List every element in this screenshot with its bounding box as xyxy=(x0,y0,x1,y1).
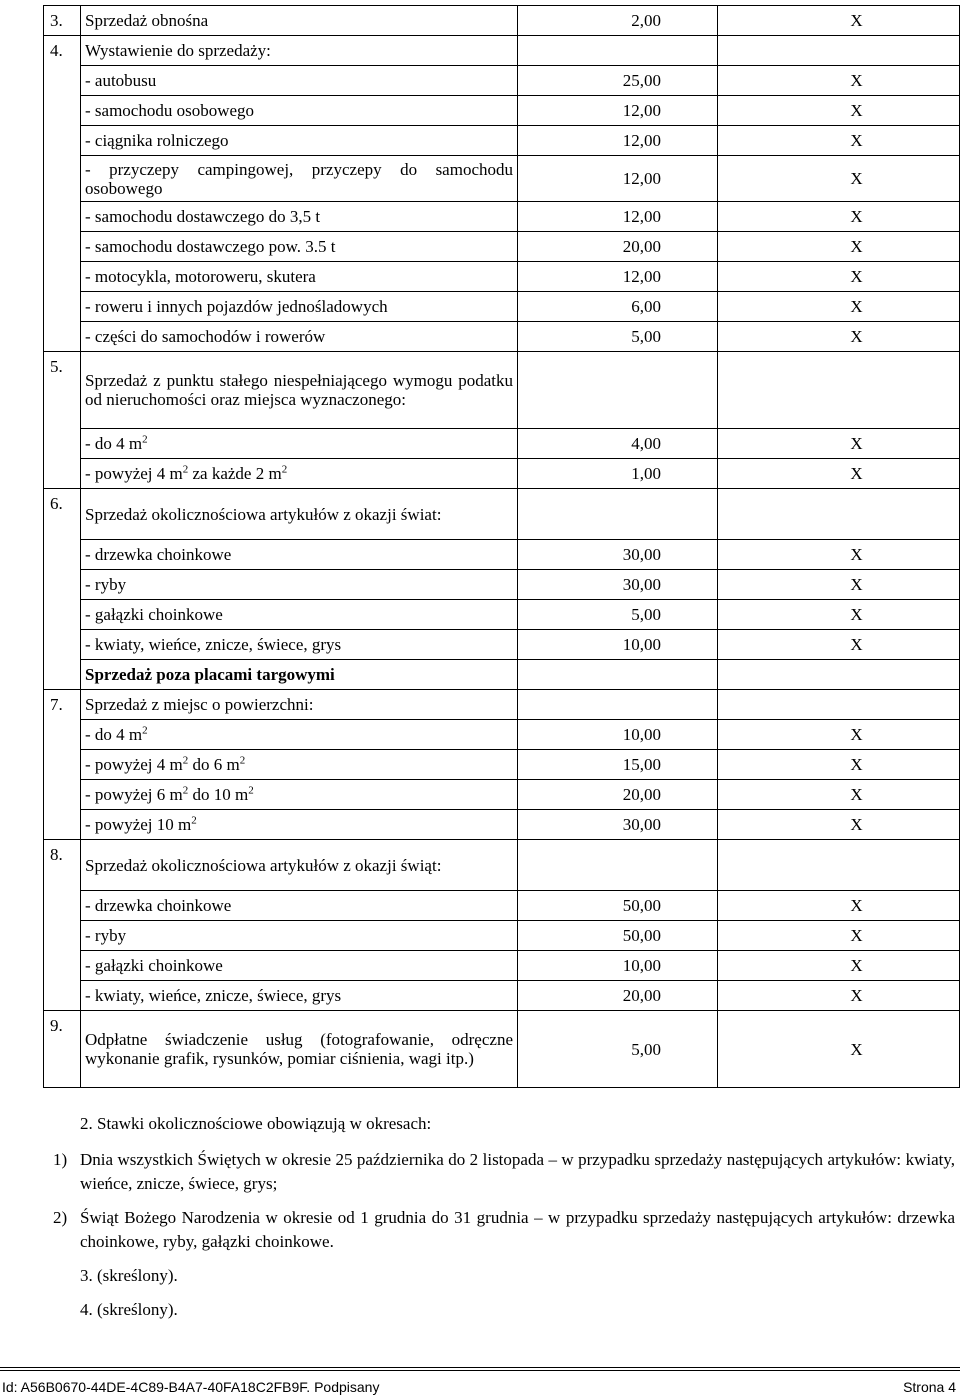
row-mark: X xyxy=(718,951,960,981)
row-amount xyxy=(518,489,718,540)
table-row xyxy=(44,459,960,489)
row-mark xyxy=(718,660,960,690)
row-description xyxy=(81,981,518,1011)
row-description-text: Sprzedaż z punktu stałego niespełniającego wymogu podatku od nieruchomości oraz miejsca wyznaczonego: xyxy=(85,371,513,409)
row-description-text: - motocykla, motoroweru, skutera xyxy=(85,267,316,286)
table-row xyxy=(44,720,960,750)
row-description-text: - do 4 m xyxy=(85,434,143,453)
table-row xyxy=(44,690,960,720)
table-row xyxy=(44,981,960,1011)
note-item-1-text: Dnia wszystkich Świętych w okresie 25 października do 2 listopada – w przypadku sprzedaży następujących artykułów: kwiaty, wieńce, znicze, świece, grys; xyxy=(80,1150,955,1193)
row-amount: 20,00 xyxy=(518,232,718,262)
row-description xyxy=(81,126,518,156)
row-amount: 6,00 xyxy=(518,292,718,322)
row-description-text-2: do 10 m xyxy=(188,785,249,804)
row-number xyxy=(44,981,81,1011)
row-amount xyxy=(518,660,718,690)
row-description-text: - przyczepy campingowej, przyczepy do samochodu osobowego xyxy=(85,159,513,198)
row-number: 3. xyxy=(44,6,81,36)
row-number: 5. xyxy=(44,352,81,429)
row-number xyxy=(44,262,81,292)
row-description xyxy=(81,750,518,780)
row-mark: X xyxy=(718,921,960,951)
row-description xyxy=(81,891,518,921)
row-description xyxy=(81,96,518,126)
row-description xyxy=(81,810,518,840)
note-item-3: 3. (skreślony). xyxy=(80,1266,178,1285)
row-mark: X xyxy=(718,459,960,489)
row-number xyxy=(44,459,81,489)
fee-table xyxy=(43,5,960,1088)
row-amount: 12,00 xyxy=(518,126,718,156)
row-description-text: - do 4 m xyxy=(85,725,143,744)
row-description-text: - ryby xyxy=(85,926,127,945)
table-row xyxy=(44,951,960,981)
row-amount: 2,00 xyxy=(518,6,718,36)
row-amount: 30,00 xyxy=(518,810,718,840)
row-description xyxy=(81,262,518,292)
row-amount: 5,00 xyxy=(518,600,718,630)
table-row xyxy=(44,1011,960,1088)
row-description xyxy=(81,720,518,750)
row-mark: X xyxy=(718,630,960,660)
superscript: 2 xyxy=(182,463,189,476)
row-number: 6. xyxy=(44,489,81,540)
table-row xyxy=(44,630,960,660)
row-mark: X xyxy=(718,6,960,36)
row-description-text: - gałązki choinkowe xyxy=(85,956,223,975)
row-description xyxy=(81,840,518,891)
row-mark: X xyxy=(718,570,960,600)
row-mark: X xyxy=(718,96,960,126)
row-description xyxy=(81,780,518,810)
superscript: 2 xyxy=(142,724,148,737)
row-description xyxy=(81,489,518,540)
table-row xyxy=(44,126,960,156)
row-number xyxy=(44,720,81,750)
superscript: 2 xyxy=(191,814,197,827)
table-row xyxy=(44,322,960,352)
row-description-text: - samochodu dostawczego pow. 3.5 t xyxy=(85,237,336,256)
row-amount xyxy=(518,840,718,891)
row-number xyxy=(44,750,81,780)
row-number xyxy=(44,921,81,951)
row-description-text: - gałązki choinkowe xyxy=(85,605,223,624)
row-description xyxy=(81,292,518,322)
row-mark: X xyxy=(718,810,960,840)
row-description xyxy=(81,6,518,36)
row-mark: X xyxy=(718,1011,960,1088)
row-number xyxy=(44,660,81,690)
table-row xyxy=(44,921,960,951)
row-description-text: - drzewka choinkowe xyxy=(85,896,232,915)
table-row xyxy=(44,570,960,600)
note-item-1-marker: 1) xyxy=(53,1150,68,1169)
row-mark: X xyxy=(718,540,960,570)
row-description xyxy=(81,690,518,720)
note-item-2-marker: 2) xyxy=(53,1208,68,1227)
row-mark: X xyxy=(718,126,960,156)
row-description-text-2: za każde 2 m xyxy=(188,464,282,483)
row-mark: X xyxy=(718,322,960,352)
row-number xyxy=(44,951,81,981)
row-description-text: - powyżej 10 m xyxy=(85,815,192,834)
row-mark: X xyxy=(718,600,960,630)
row-number xyxy=(44,322,81,352)
row-amount: 20,00 xyxy=(518,780,718,810)
row-description-text: - powyżej 4 m xyxy=(85,464,183,483)
row-number xyxy=(44,600,81,630)
row-description-text: Odpłatne świadczenie usług (fotografowanie, odręczne wykonanie grafik, rysunków, pomiar ciśnienia, wagi itp.) xyxy=(85,1030,513,1068)
row-number: 4. xyxy=(44,36,81,66)
row-description-text: - ryby xyxy=(85,575,127,594)
row-amount xyxy=(518,690,718,720)
table-row xyxy=(44,232,960,262)
superscript: 2 xyxy=(142,433,148,446)
row-description xyxy=(81,921,518,951)
footer-divider-2 xyxy=(0,1370,960,1371)
row-number xyxy=(44,126,81,156)
row-description xyxy=(81,352,518,429)
footer-divider xyxy=(0,1367,960,1368)
row-description-text-2: do 6 m xyxy=(188,755,240,774)
superscript: 2 xyxy=(248,784,254,797)
row-description xyxy=(81,36,518,66)
table-row xyxy=(44,540,960,570)
row-description xyxy=(81,540,518,570)
row-mark xyxy=(718,489,960,540)
row-mark xyxy=(718,352,960,429)
row-amount: 12,00 xyxy=(518,156,718,202)
row-description-text: - samochodu dostawczego do 3,5 t xyxy=(85,207,321,226)
note-item-4: 4. (skreślony). xyxy=(80,1300,178,1319)
row-description-text: Sprzedaż okolicznościowa artykułów z okazji świat: xyxy=(85,504,442,524)
row-amount: 12,00 xyxy=(518,262,718,292)
row-mark: X xyxy=(718,720,960,750)
table-row xyxy=(44,66,960,96)
row-number xyxy=(44,429,81,459)
table-row xyxy=(44,156,960,202)
row-description-text: - powyżej 4 m xyxy=(85,755,183,774)
row-description xyxy=(81,570,518,600)
table-row xyxy=(44,810,960,840)
row-number xyxy=(44,570,81,600)
row-description xyxy=(81,156,518,202)
row-description xyxy=(81,322,518,352)
row-number: 9. xyxy=(44,1011,81,1088)
row-amount: 10,00 xyxy=(518,630,718,660)
row-description-text: Sprzedaż okolicznościowa artykułów z okazji świąt: xyxy=(85,855,442,875)
row-description xyxy=(81,660,518,690)
row-number: 8. xyxy=(44,840,81,891)
note-item-2-text: Świąt Bożego Narodzenia w okresie od 1 grudnia do 31 grudnia – w przypadku sprzedaży następujących artykułów: drzewka choinkowe, ryby, gałązki choinkowe. xyxy=(80,1208,955,1251)
row-amount: 1,00 xyxy=(518,459,718,489)
table-row xyxy=(44,262,960,292)
row-mark: X xyxy=(718,262,960,292)
notes-title: 2. Stawki okolicznościowe obowiązują w okresach: xyxy=(80,1114,432,1133)
table-row xyxy=(44,292,960,322)
row-number xyxy=(44,232,81,262)
row-description-text: Sprzedaż obnośna xyxy=(85,11,209,30)
row-number xyxy=(44,540,81,570)
row-mark xyxy=(718,840,960,891)
table-row xyxy=(44,202,960,232)
superscript: 2 xyxy=(239,754,246,767)
row-amount xyxy=(518,36,718,66)
row-number xyxy=(44,780,81,810)
table-row xyxy=(44,429,960,459)
row-mark: X xyxy=(718,429,960,459)
row-amount: 10,00 xyxy=(518,951,718,981)
table-row xyxy=(44,352,960,429)
row-mark xyxy=(718,36,960,66)
superscript: 2 xyxy=(182,784,189,797)
row-number xyxy=(44,156,81,202)
row-description-text: - drzewka choinkowe xyxy=(85,545,232,564)
note-item-2 xyxy=(53,1206,955,1254)
table-row xyxy=(44,96,960,126)
footer-page-number: Strona 4 xyxy=(903,1379,956,1395)
row-amount: 12,00 xyxy=(518,96,718,126)
row-number xyxy=(44,96,81,126)
row-mark: X xyxy=(718,202,960,232)
row-description-text: - kwiaty, wieńce, znicze, świece, grys xyxy=(85,635,342,654)
row-description-text: Sprzedaż z miejsc o powierzchni: xyxy=(85,695,314,714)
row-description xyxy=(81,630,518,660)
note-item-1 xyxy=(53,1148,955,1196)
row-amount: 20,00 xyxy=(518,981,718,1011)
row-amount: 12,00 xyxy=(518,202,718,232)
table-row xyxy=(44,780,960,810)
row-mark: X xyxy=(718,780,960,810)
superscript: 2 xyxy=(182,754,189,767)
row-mark xyxy=(718,690,960,720)
row-description-text: - ciągnika rolniczego xyxy=(85,131,229,150)
row-amount: 25,00 xyxy=(518,66,718,96)
table-row xyxy=(44,840,960,891)
table-row xyxy=(44,36,960,66)
row-description-text: - roweru i innych pojazdów jednośladowych xyxy=(85,297,388,316)
table-row xyxy=(44,660,960,690)
row-number xyxy=(44,891,81,921)
row-mark: X xyxy=(718,232,960,262)
row-amount: 5,00 xyxy=(518,322,718,352)
row-description-text: - części do samochodów i rowerów xyxy=(85,327,326,346)
row-mark: X xyxy=(718,750,960,780)
row-description-text: Wystawienie do sprzedaży: xyxy=(85,41,271,60)
row-description xyxy=(81,429,518,459)
row-description xyxy=(81,600,518,630)
row-description-text: Sprzedaż poza placami targowymi xyxy=(85,665,335,684)
row-amount: 5,00 xyxy=(518,1011,718,1088)
row-mark: X xyxy=(718,66,960,96)
table-row xyxy=(44,750,960,780)
table-row xyxy=(44,891,960,921)
row-mark: X xyxy=(718,981,960,1011)
superscript: 2 xyxy=(281,463,288,476)
row-number: 7. xyxy=(44,690,81,720)
row-description-text: - kwiaty, wieńce, znicze, świece, grys xyxy=(85,986,342,1005)
table-row xyxy=(44,600,960,630)
row-amount: 50,00 xyxy=(518,891,718,921)
row-number xyxy=(44,202,81,232)
row-description-text: - autobusu xyxy=(85,71,157,90)
row-amount: 30,00 xyxy=(518,540,718,570)
table-row xyxy=(44,489,960,540)
row-amount: 4,00 xyxy=(518,429,718,459)
row-number xyxy=(44,66,81,96)
row-amount: 50,00 xyxy=(518,921,718,951)
row-amount xyxy=(518,352,718,429)
row-amount: 30,00 xyxy=(518,570,718,600)
row-description xyxy=(81,951,518,981)
row-description xyxy=(81,459,518,489)
row-number xyxy=(44,810,81,840)
row-amount: 10,00 xyxy=(518,720,718,750)
row-description-text: - samochodu osobowego xyxy=(85,101,255,120)
table-row xyxy=(44,6,960,36)
row-description xyxy=(81,202,518,232)
row-mark: X xyxy=(718,292,960,322)
row-amount: 15,00 xyxy=(518,750,718,780)
row-mark: X xyxy=(718,156,960,202)
footer-document-id: Id: A56B0670-44DE-4C89-B4A7-40FA18C2FB9F. Podpisany xyxy=(2,1379,380,1395)
row-description xyxy=(81,232,518,262)
row-description-text: - powyżej 6 m xyxy=(85,785,183,804)
row-mark: X xyxy=(718,891,960,921)
row-number xyxy=(44,630,81,660)
row-description xyxy=(81,1011,518,1088)
row-description xyxy=(81,66,518,96)
row-number xyxy=(44,292,81,322)
